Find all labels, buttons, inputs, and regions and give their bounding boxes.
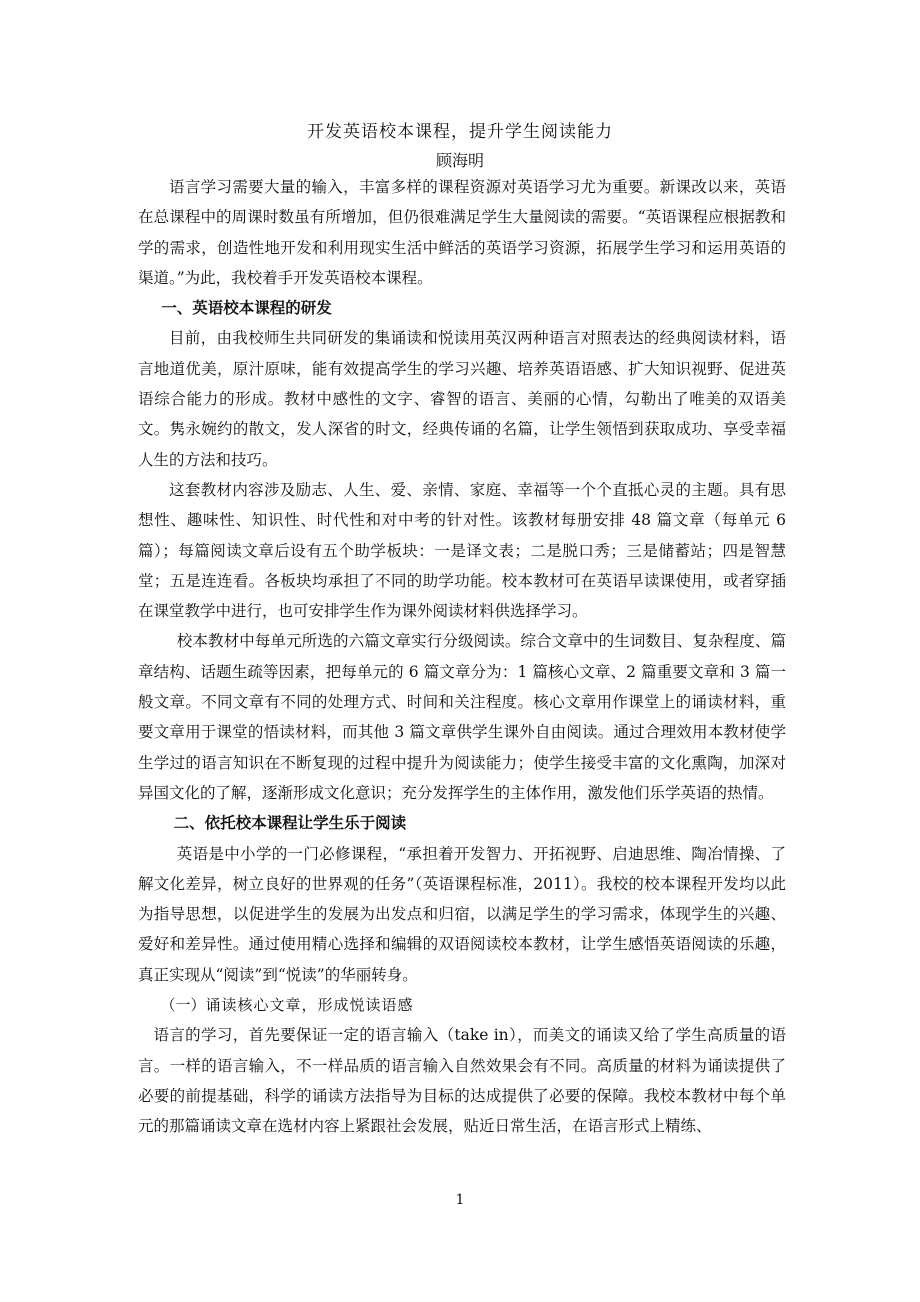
document-author: 顾海明	[435, 151, 484, 170]
subsection-title: 诵读核心文章，形成悦读语感	[205, 996, 414, 1015]
section-1-paragraph-1: 目前，由我校师生共同研发的集诵读和悦读用英汉两种语言对照表达的经典阅读材料，语言地道优美，原汁原味，能有效提高学生的学习兴趣、培养英语语感、扩大知识视野、促进英语综合能力的形成。教材中感性的文字、睿智的语言、美丽的心情，勾勒出了唯美的双语美文。隽永婉约的散文，发人深省的时文，经典传诵的名篇，让学生领悟到获取成功、享受幸福人生的方法和技巧。	[138, 329, 786, 469]
intro-paragraph: 语言学习需要大量的输入，丰富多样的课程资源对英语学习尤为重要。新课改以来，英语在总课程中的周课时数虽有所增加，但仍很难满足学生大量阅读的需要。“英语课程应根据教和学的需求，创造性地开发和利用现实生活中鲜活的英语学习资源，拓展学生学习和运用英语的渠道。”为此，我校着手开发英语校本课程。	[138, 178, 786, 287]
section-1-paragraph-3: 校本教材中每单元所选的六篇文章实行分级阅读。综合文章中的生词数目、复杂程度、篇章结构、话题生疏等因素，把每单元的 6 篇文章分为：1 篇核心文章、2 篇重要文章和 3 篇一般文章。不同文章有不同的处理方式、时间和关注程度。核心文章用作课堂上的诵读材料，重要文章用于课堂的悟读材料，而其他 3 篇文章供学生课外自由阅读。通过合理效用本教材使学生学过的语言知识在不断复现的过程中提升为阅读能力；使学生接受丰富的文化熏陶，加深对异国文化的了解，逐渐形成文化意识；充分发挥学生的主体作用，激发他们乐学英语的热情。	[138, 632, 786, 802]
section-1-paragraph-2: 这套教材内容涉及励志、人生、爱、亲情、家庭、幸福等一个个直抵心灵的主题。具有思想性、趣味性、知识性、时代性和对中考的针对性。该教材每册安排 48 篇文章（每单元 6 篇）；每篇阅读文章后设有五个助学板块：一是译文表；二是脱口秀；三是储蓄站；四是智慧堂；五是连连看。各板块均承担了不同的助学功能。校本教材可在英语早读课使用，或者穿插在课堂教学中进行，也可安排学生作为课外阅读材料供选择学习。	[138, 480, 786, 621]
section-2-paragraph: 英语是中小学的一门必修课程，“承担着开发智力、开拓视野、启迪思维、陶冶情操、了解文化差异，树立良好的世界观的任务”（英语课程标准，2011）。我校的校本课程开发均以此为指导思想，以促进学生的发展为出发点和归宿，以满足学生的学习需求，体现学生的兴趣、爱好和差异性。通过使用精心选择和编辑的双语阅读校本教材，让学生感悟英语阅读的乐趣，真正实现从“阅读”到“悦读”的华丽转身。	[138, 844, 786, 984]
section-1-heading: 一、英语校本课程的研发	[161, 299, 332, 318]
subsection-number: （一）	[160, 996, 206, 1015]
document-body	[138, 172, 786, 1142]
document-title: 开发英语校本课程，提升学生阅读能力	[307, 122, 613, 142]
section-2-heading: 二、依托校本课程让学生乐于阅读	[173, 814, 407, 833]
page-number: 1	[455, 1192, 465, 1208]
subsection-paragraph: 语言的学习，首先要保证一定的语言输入（take in），而美文的诵读又给了学生高质量的语言。一样的语言输入，不一样品质的语言输入自然效果会有不同。高质量的材料为诵读提供了必要的前提基础，科学的诵读方法指导为目标的达成提供了必要的保障。我校本教材中每个单元的那篇诵读文章在选材内容上紧跟社会发展，贴近日常生活，在语言形式上精练、	[138, 1026, 786, 1136]
subsection-heading	[138, 990, 786, 1020]
